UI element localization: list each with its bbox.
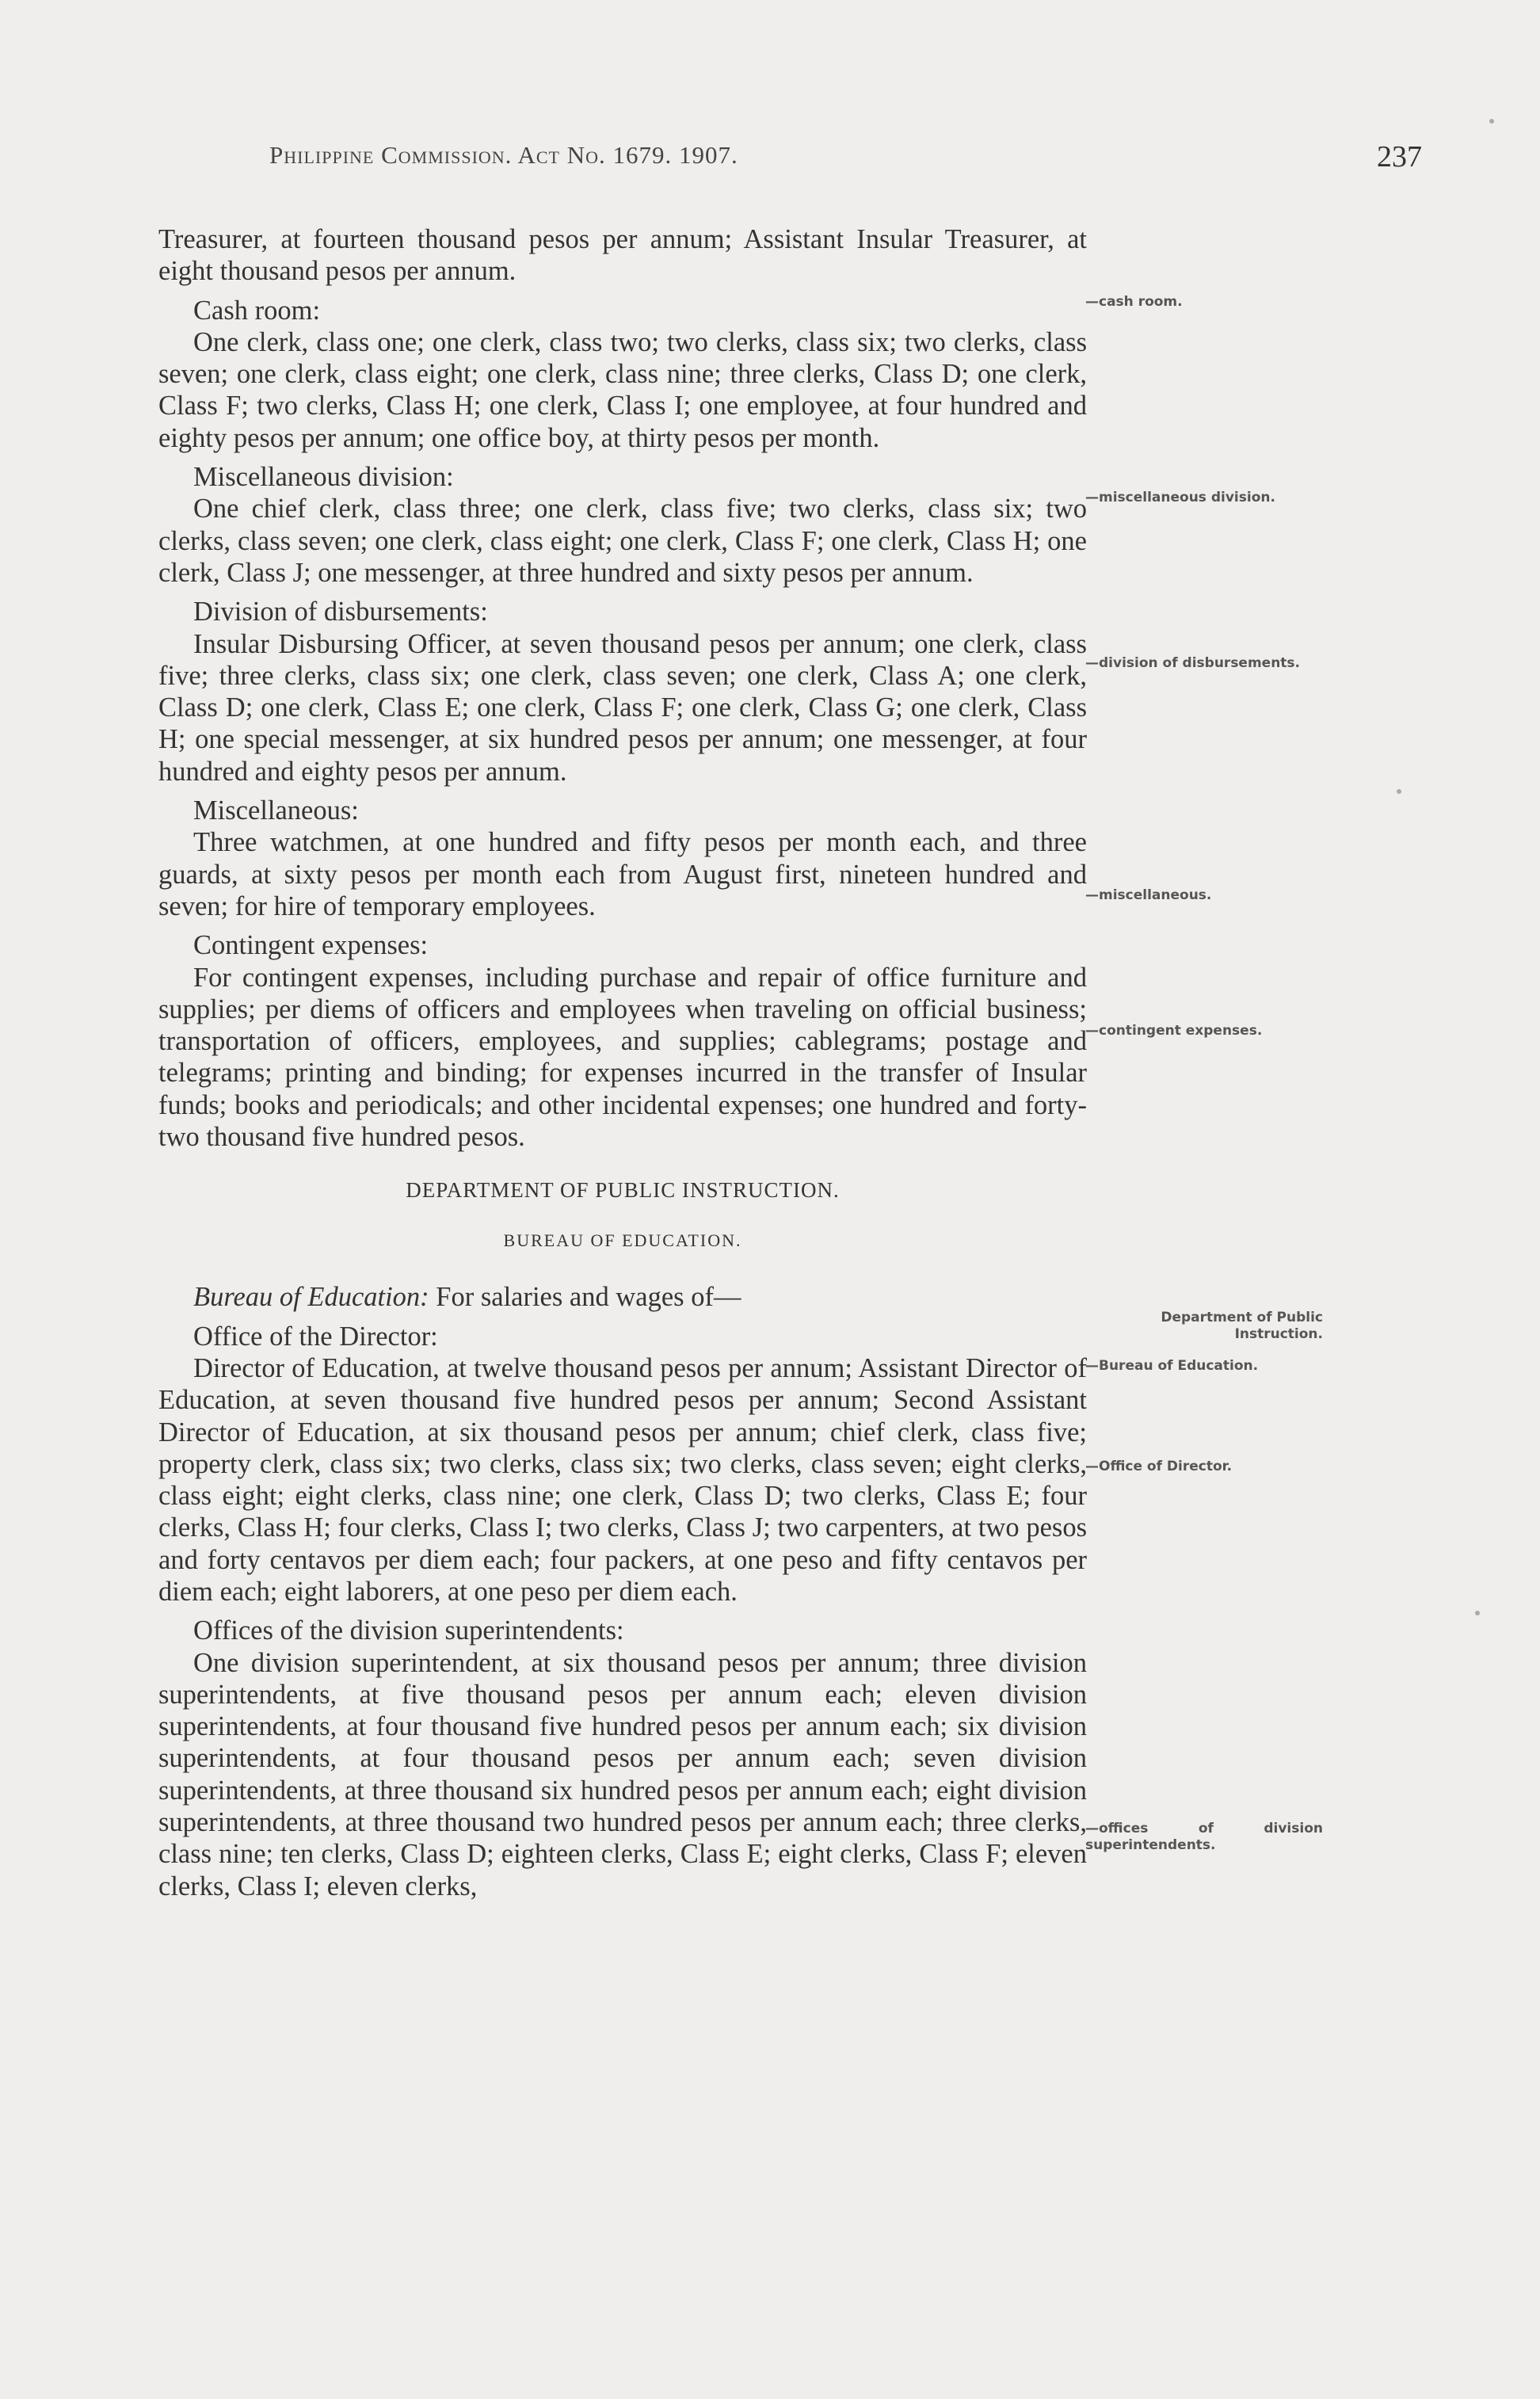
margin-note-misc-division: —miscellaneous division. (1085, 490, 1275, 505)
margin-note-division-supts: —offices of division superintendents. (1085, 1821, 1323, 1853)
paper-speck (1475, 1611, 1480, 1615)
bureau-lead (158, 1281, 1087, 1313)
subheading-misc-division: Miscellaneous division: (193, 462, 454, 493)
margin-note-bureau-education: —Bureau of Education. (1085, 1358, 1259, 1374)
margin-note-cash-room: —cash room. (1085, 294, 1183, 310)
bureau-lead-italic: Bureau of Education: (193, 1282, 429, 1313)
bureau-lead-rest: For salaries and wages of— (429, 1282, 741, 1313)
subheading-contingent: Contingent expenses: (193, 930, 429, 961)
body-text (158, 223, 1087, 1902)
margin-note-department: Department of Public Instruction. (1161, 1310, 1323, 1342)
paper-speck (1489, 119, 1494, 124)
subheading-disbursements: Division of disbursements: (193, 597, 488, 627)
paragraph-cash-room: One clerk, class one; one clerk, class two; two clerks, class six; two clerks, class seven; one clerk, class eight; one clerk, class nine; three clerks, Class D; one clerk, Class F; two clerks, Class H; one clerk, Class I; one employee, at four hundred and eighty pesos per annum; one office boy, at thirty pesos per month. (158, 326, 1087, 453)
margin-note-contingent: —contingent expenses. (1085, 1023, 1263, 1039)
paragraph-miscellaneous: Three watchmen, at one hundred and fifty pesos per month each, and three guards, at sixty pesos per month each from August first, nineteen hundred and seven; for hire of temporary employees. (158, 827, 1087, 921)
running-head: Philippine Commission. Act No. 1679. 1907. (269, 141, 738, 169)
margin-note-disbursements: —division of disbursements. (1085, 655, 1301, 671)
subheading-cash-room: Cash room: (193, 295, 321, 326)
paragraph-misc-division: One chief clerk, class three; one clerk, class five; two clerks, class six; two clerks, class seven; one clerk, class eight; one clerk, Class F; one clerk, Class H; one clerk, Class J; one messenger, at three hundred and sixty pesos per annum. (158, 494, 1087, 588)
subheading-miscellaneous: Miscellaneous: (193, 795, 359, 826)
bureau-heading: BUREAU OF EDUCATION. (503, 1230, 742, 1251)
page-number: 237 (1377, 140, 1422, 174)
subheading-office-director: Office of the Director: (193, 1321, 438, 1352)
subheading-division-supts: Offices of the division superintendents: (193, 1615, 624, 1646)
paragraph-division-supts: One division superintendent, at six thousand pesos per annum; three division superintendents, at five thousand pesos per annum each; eleven division superintendents, at four thousand five hundred pesos per annum each; six division superintendents, at four thousand pesos per annum each; seven division superintendents, at three thousand six hundred pesos per annum each; eight division superintendents, at three thousand two hundred pesos per annum each; three clerks, class nine; ten clerks, Class D; eighteen clerks, Class E; eight clerks, Class F; eleven clerks, Class I; eleven clerks, (158, 1647, 1087, 1901)
margin-note-office-director: —Office of Director. (1085, 1459, 1233, 1474)
margin-note-miscellaneous: —miscellaneous. (1085, 887, 1212, 903)
paragraph-disbursements: Insular Disbursing Officer, at seven thousand pesos per annum; one clerk, class five; three clerks, class six; one clerk, class seven; one clerk, Class A; one clerk, Class D; one clerk, Class E; one clerk, Class F; one clerk, Class G; one clerk, Class H; one special messenger, at six hundred pesos per annum; one messenger, at four hundred and eighty pesos per annum. (158, 628, 1087, 787)
paragraph-contingent: For contingent expenses, including purchase and repair of office furniture and supplies; per diems of officers and employees when traveling on official business; transportation of officers, employees, and supplies; cablegrams; postage and telegrams; printing and binding; for expenses incurred in the transfer of Insular funds; books and periodicals; and other incidental expenses; one hundred and forty-two thousand five hundred pesos. (158, 962, 1087, 1153)
paragraph-treasurer: Treasurer, at fourteen thousand pesos per annum; Assistant Insular Treasurer, at eight thousand pesos per annum. (158, 224, 1087, 287)
department-heading: DEPARTMENT OF PUBLIC INSTRUCTION. (406, 1178, 840, 1203)
paper-speck (1397, 789, 1401, 794)
paragraph-office-director: Director of Education, at twelve thousand pesos per annum; Assistant Director of Education, at seven thousand five hundred pesos per annum; Second Assistant Director of Education, at six thousand pesos per annum; chief clerk, class five; property clerk, class six; two clerks, class six; two clerks, class seven; eight clerks, class eight; eight clerks, class nine; one clerk, Class D; two clerks, Class E; four clerks, Class H; four clerks, Class I; two clerks, Class J; two carpenters, at two pesos and forty centavos per diem each; four packers, at one peso and fifty centavos per diem each; eight laborers, at one peso per diem each. (158, 1352, 1087, 1607)
